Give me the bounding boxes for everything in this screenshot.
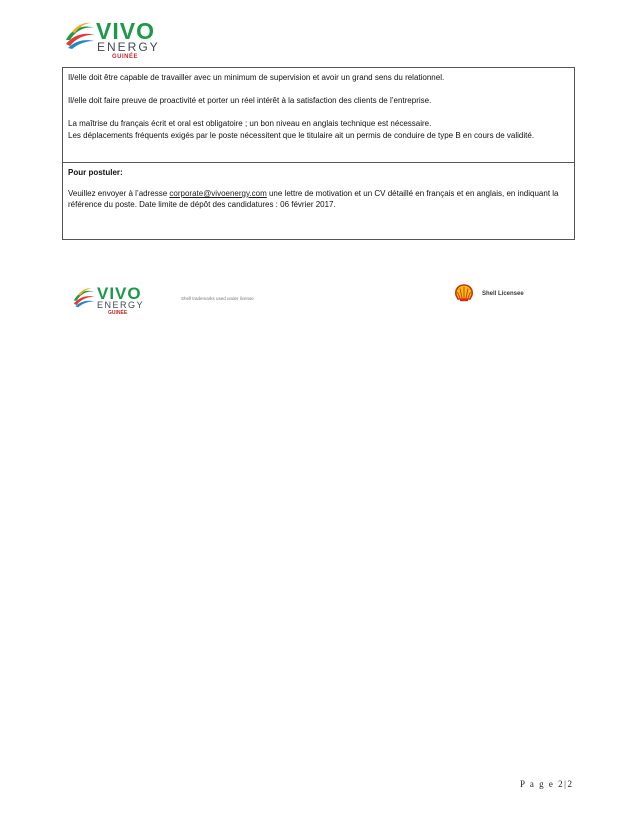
requirements-cell bbox=[63, 68, 574, 163]
requirement-paragraph-1: Il/elle doit être capable de travailler avec un minimum de supervision et avoir un grand sens du relationnel. bbox=[68, 73, 445, 82]
apply-instructions bbox=[68, 188, 570, 210]
footer-logo-country-text: GUINÉE bbox=[108, 310, 128, 316]
footer-logo-brand-text: VIVO bbox=[97, 284, 142, 303]
logo-country-text: GUINÉE bbox=[112, 54, 139, 60]
apply-text-before: Veuillez envoyer à l’adresse bbox=[68, 189, 170, 198]
requirement-paragraph-3: La maîtrise du français écrit et oral est obligatoire ; un bon niveau en anglais technique est nécessaire. bbox=[68, 119, 432, 128]
email-link[interactable]: corporate@vivoenergy.com bbox=[169, 189, 267, 198]
vivo-swirl-icon bbox=[64, 20, 96, 50]
apply-cell bbox=[63, 163, 574, 240]
apply-text-after: une lettre de motivation et un CV détaillé en français et en anglais, en indiquant la référence du poste. Date limite de dépôt des candidatures : 06 février 2017. bbox=[68, 189, 559, 209]
logo-brand-text: VIVO bbox=[96, 18, 155, 44]
shell-licensee-label: Shell Licensee bbox=[482, 291, 524, 297]
page-number: P a g e 2|2 bbox=[520, 779, 574, 789]
shell-licensee-badge bbox=[454, 284, 554, 304]
requirement-paragraph-2: Il/elle doit faire preuve de proactivité et porter un réel intérêt à la satisfaction des clients de l’entreprise. bbox=[68, 96, 432, 105]
footer-vivo-swirl-icon bbox=[72, 286, 96, 308]
vivo-energy-logo bbox=[64, 18, 184, 64]
apply-heading: Pour postuler: bbox=[68, 168, 123, 177]
requirement-paragraph-4: Les déplacements fréquents exigés par le poste nécessitent que le titulaire ait un permis de conduire de type B en cours de validité. bbox=[68, 131, 535, 140]
logo-sub-text: ENERGY bbox=[97, 40, 160, 54]
shell-pecten-icon bbox=[454, 284, 474, 302]
footer-vivo-logo bbox=[72, 284, 162, 316]
footer-logo-sub-text: ENERGY bbox=[97, 300, 145, 310]
trademark-notice: Shell trademarks used under license bbox=[181, 296, 254, 301]
job-details-table bbox=[62, 67, 575, 240]
